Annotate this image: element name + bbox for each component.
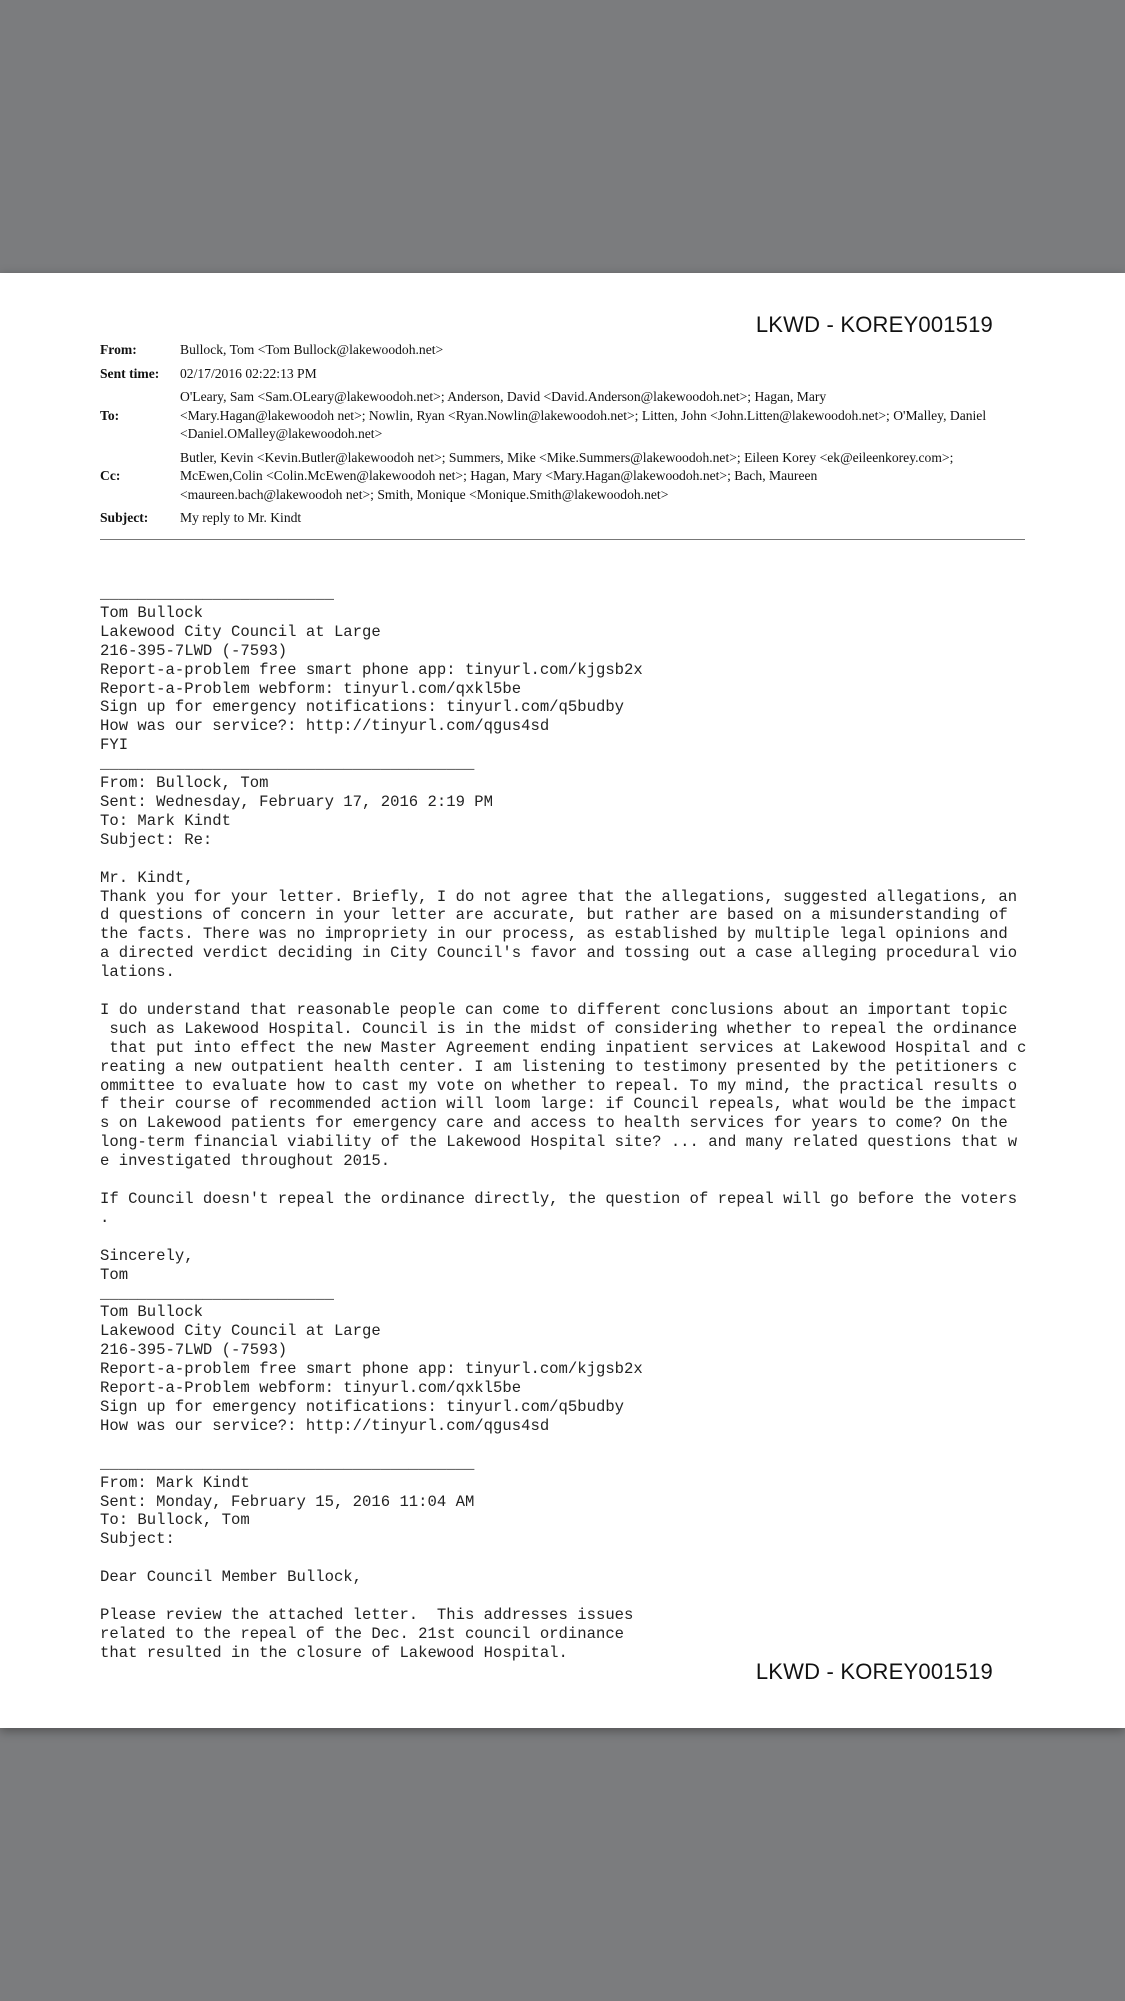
bates-number-top: LKWD - KOREY001519 xyxy=(755,312,993,337)
from-label: From: xyxy=(100,342,137,357)
cc-line: Butler, Kevin <Kevin.Butler@lakewoodoh net>; Summers, Mike <Mike.Summers@lakewoodoh.net>; Eileen Korey <ek@eileenkorey.com>; xyxy=(180,449,954,465)
to-value xyxy=(180,386,1025,447)
to-line: <Daniel.OMalley@lakewoodoh.net> xyxy=(180,426,383,441)
cc-label: Cc: xyxy=(100,468,121,483)
subject-label: Subject: xyxy=(100,510,149,525)
email-header xyxy=(100,339,1025,531)
document-page xyxy=(0,273,1125,1728)
header-divider xyxy=(100,539,1025,540)
to-line: O'Leary, Sam <Sam.OLeary@lakewoodoh.net>; Anderson, David <David.Anderson@lakewoodoh.net>; Hagan, Mary xyxy=(180,389,827,404)
cc-value xyxy=(180,447,1025,508)
to-line: <Mary.Hagan@lakewoodoh net>; Nowlin, Ryan <Ryan.Nowlin@lakewoodoh.net>; Litten, John <John.Litten@lakewoodoh.net>; O'Malley, Daniel xyxy=(180,407,987,423)
cc-row xyxy=(100,447,1025,508)
to-label: To: xyxy=(100,407,120,423)
bates-number-bottom: LKWD - KOREY001519 xyxy=(755,1659,993,1684)
sent-value: 02/17/2016 02:22:13 PM xyxy=(180,365,317,381)
email-body: _________________________ Tom Bullock Lakewood City Council at Large 216-395-7LWD (-7593) Report-a-problem free smart phone app: tinyurl.com/kjgsb2x Report-a-Problem webform: tinyurl.com/qxkl5be Sign up for emergency notifications: tinyurl.com/q5budby How was our service?: http://tinyurl.com/qgus4sd FYI ________________________________________ From: Bullock, Tom Sent: Wednesday, February 17, 2016 2:19 PM To: Mark Kindt Subject: Re: Mr. Kindt, Thank you for your letter. Briefly, I do not agree that the allegations, suggested allegations, an d questions of concern in your letter are accurate, but rather are based on a misunderstanding of the facts. There was no impropriety in our process, as established by multiple legal opinions and a directed verdict deciding in City Council's favor and tossing out a case alleging procedural vio lations. I do understand that reasonable people can come to different conclusions about an important topic such as Lakewood Hospital. Council is in the midst of considering whether to repeal the ordinance that put into effect the new Master Agreement ending inpatient services at Lakewood Hospital and c reating a new outpatient health center. I am listening to testimony presented by the petitioners c ommittee to evaluate how to cast my vote on whether to repeal. To my mind, the practical results o f their course of recommended action will loom large: if Council repeals, what would be the impact s on Lakewood patients for emergency care and access to health services for years to come? On the long-term financial viability of the Lakewood Hospital site? ... and many related questions that w e investigated throughout 2015. If Council doesn't repeal the ordinance directly, the question of repeal will go before the voters . Sincerely, Tom _________________________ Tom Bullock Lakewood City Council at Large 216-395-7LWD (-7593) Report-a-problem free smart phone app: tinyurl.com/kjgsb2x Report-a-Problem webform: tinyurl.com/qxkl5be Sign up for emergency notifications: tinyurl.com/q5budby How was our service?: http://tinyurl.com/qgus4sd ________________________________________ From: Mark Kindt Sent: Monday, February 15, 2016 11:04 AM To: Bullock, Tom Subject: Dear Council Member Bullock, Please review the attached letter. This addresses issues related to the repeal of the Dec. 21st council ordinance that resulted in the closure of Lakewood Hospital. xyxy=(100,585,1027,1662)
sent-row xyxy=(100,363,1025,387)
sent-label: Sent time: xyxy=(100,365,160,381)
from-row xyxy=(100,339,1025,363)
subject-row xyxy=(100,507,1025,531)
from-value: Bullock, Tom <Tom Bullock@lakewoodoh.net> xyxy=(180,342,444,357)
subject-value: My reply to Mr. Kindt xyxy=(180,510,302,525)
cc-line: <maureen.bach@lakewoodoh net>; Smith, Monique <Monique.Smith@lakewoodoh.net> xyxy=(180,486,669,502)
to-row xyxy=(100,386,1025,447)
cc-line: McEwen,Colin <Colin.McEwen@lakewoodoh net>; Hagan, Mary <Mary.Hagan@lakewoodoh.net>; Bach, Maureen xyxy=(180,468,818,483)
